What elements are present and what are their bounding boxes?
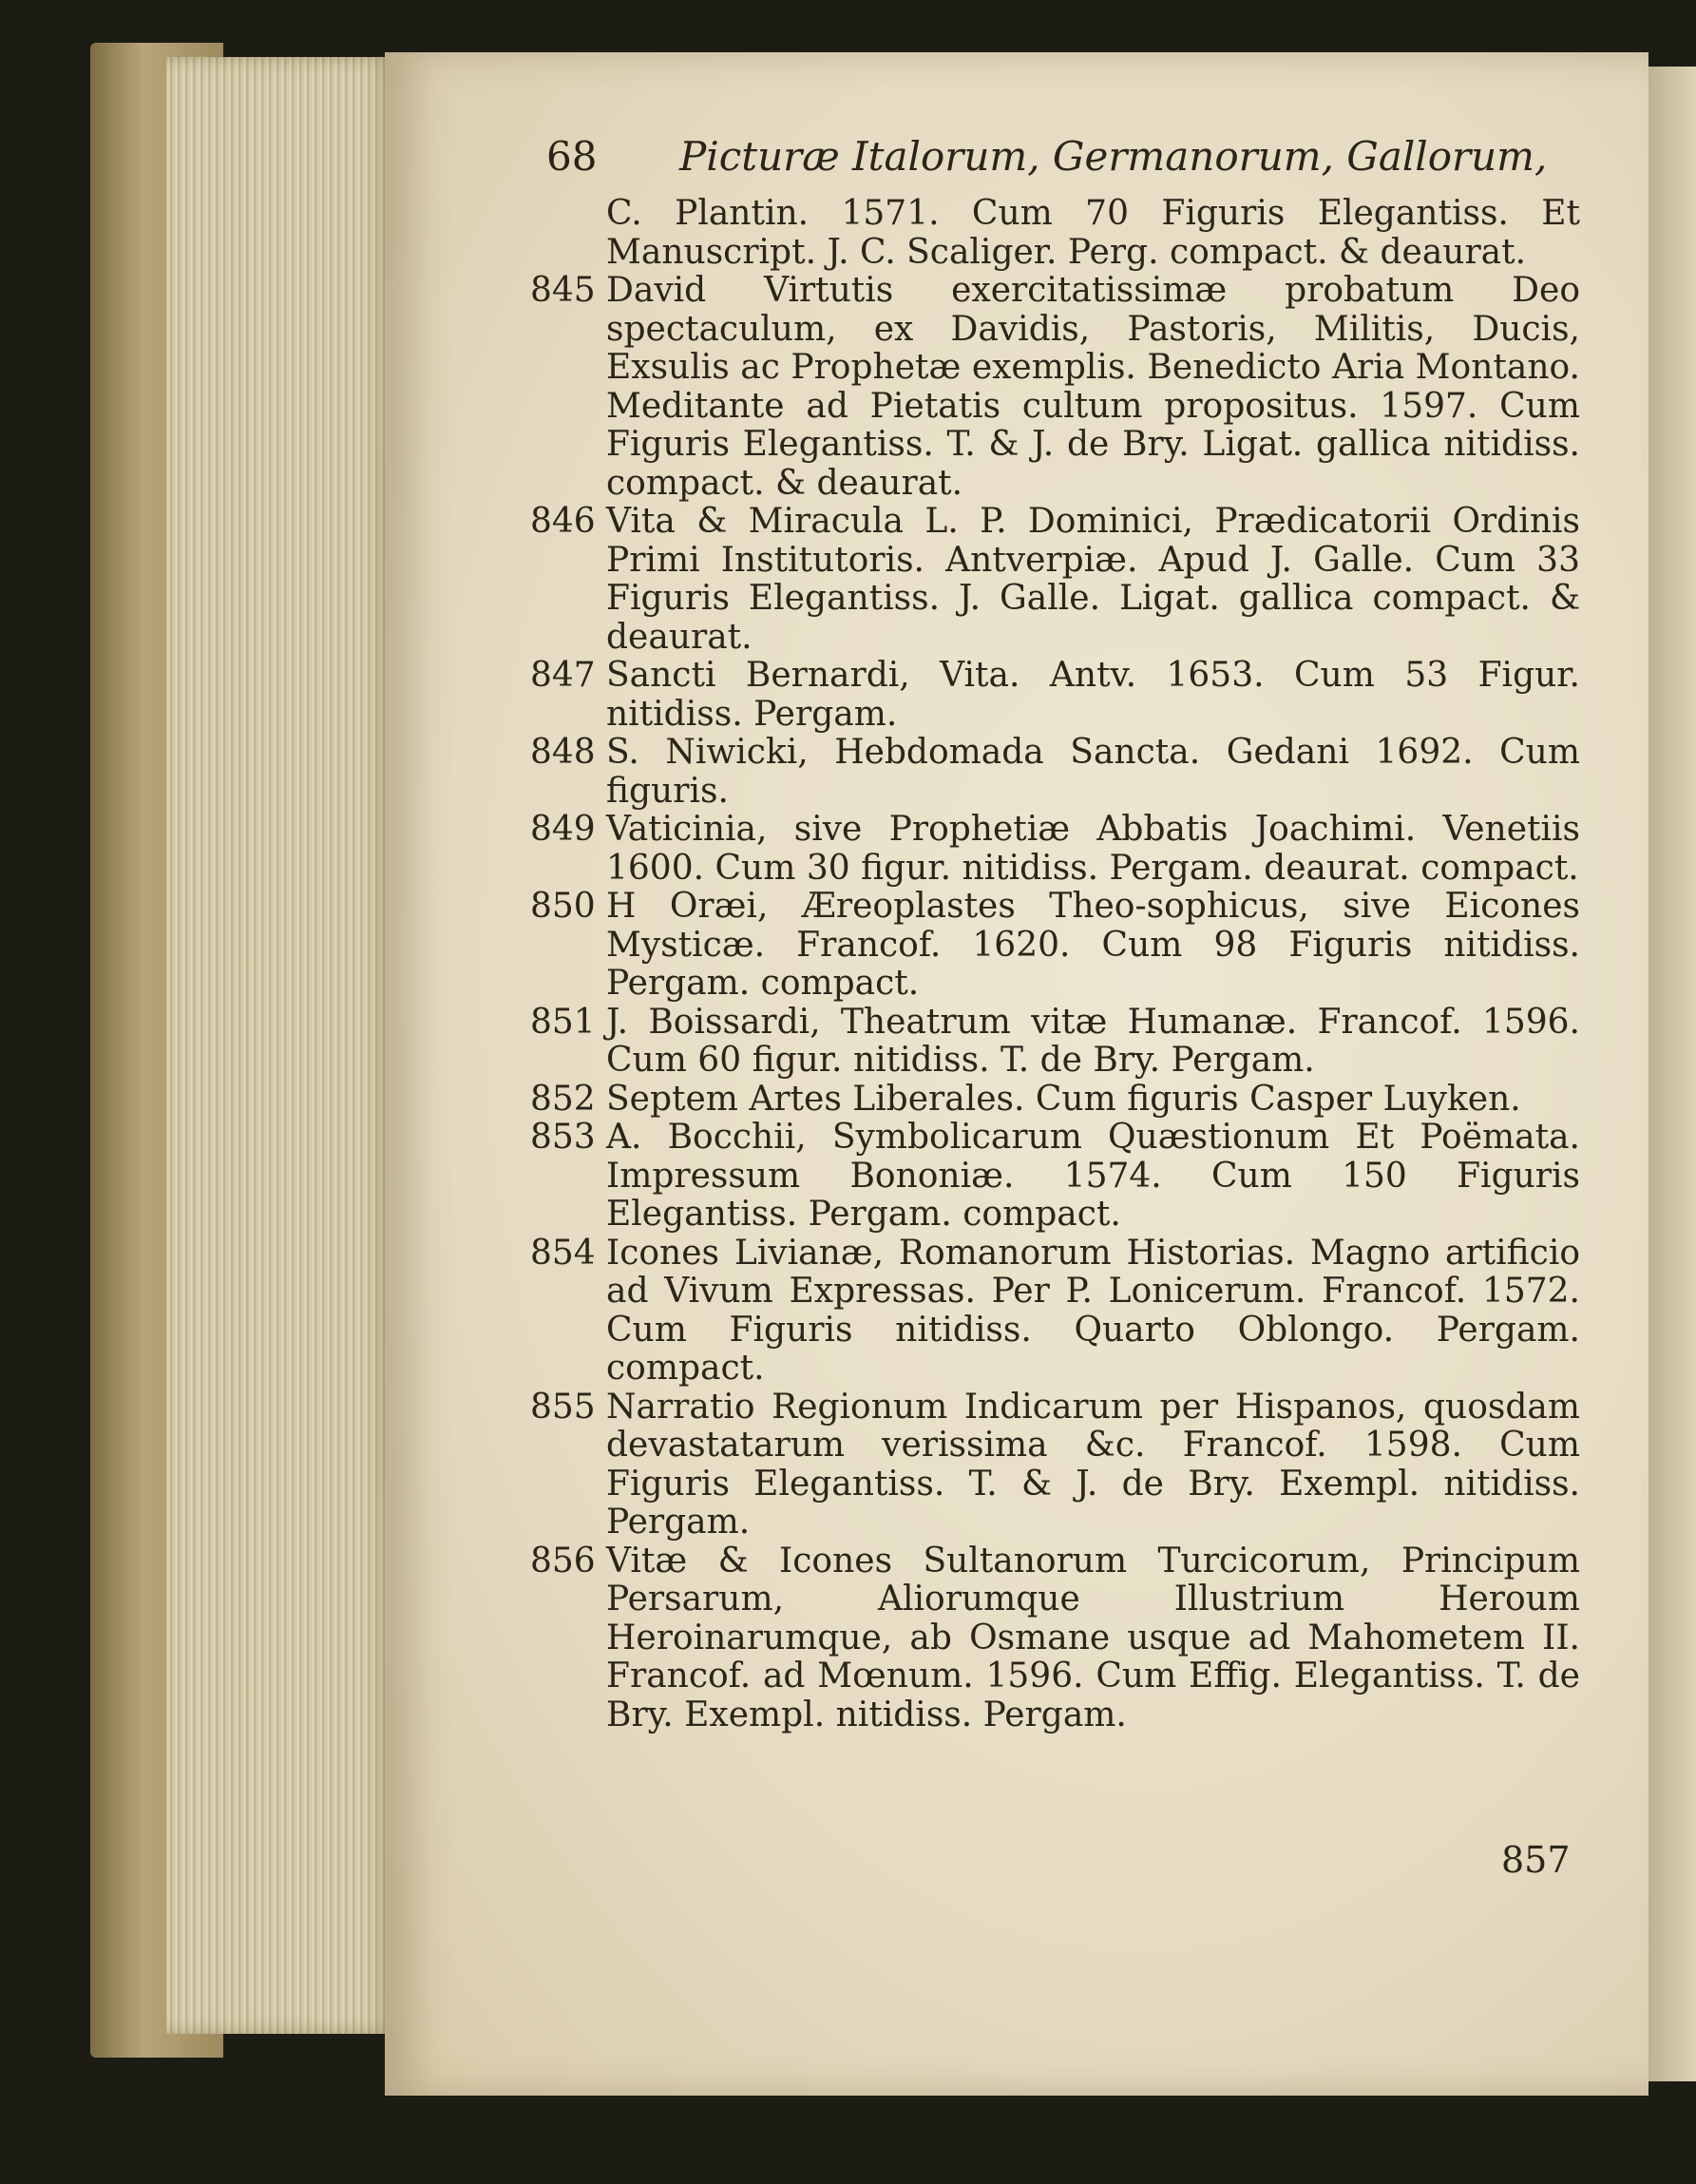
entry-number: 852	[530, 1079, 596, 1119]
entry-number: 846	[530, 502, 596, 541]
entry-list	[530, 271, 1580, 1734]
running-title: Picturæ Italorum, Germanorum, Gallorum,	[679, 133, 1548, 180]
catalog-entry	[530, 733, 1580, 811]
entry-text: David Virtutis exercitatissimæ probatum Deo spectaculum, ex Davidis, Pastoris, Militis, Ducis, Exsulis ac Prophetæ exemplis. Benedicto Aria Montano. Meditante ad Pietatis cultum propositus. 1597. Cum Figuris Elegantiss. T. & J. de Bry. Ligat. gallica nitidiss. compact. & deaurat.	[606, 271, 1580, 503]
page-header	[546, 133, 1572, 190]
catalog-text	[530, 194, 1580, 1734]
entry-text: S. Niwicki, Hebdomada Sancta. Gedani 1692. Cum figuris.	[606, 733, 1580, 811]
catchword: 857	[1501, 1839, 1571, 1881]
catalog-entry	[530, 1233, 1580, 1389]
continuation-text: C. Plantin. 1571. Cum 70 Figuris Elegantiss. Et Manuscript. J. C. Scaliger. Perg. compact. & deaurat.	[606, 194, 1580, 272]
entry-number: 845	[530, 271, 596, 310]
catalog-entry	[530, 810, 1580, 888]
entry-text: H Oræi, Æreoplastes Theo-sophicus, sive Eicones Mysticæ. Francof. 1620. Cum 98 Figuris nitidiss. Pergam. compact.	[606, 887, 1580, 1003]
entry-number: 847	[530, 656, 596, 695]
page-number: 68	[546, 133, 598, 180]
entry-number: 848	[530, 733, 596, 772]
entry-text: Vaticinia, sive Prophetiæ Abbatis Joachimi. Venetiis 1600. Cum 30 figur. nitidiss. Pergam. deaurat. compact.	[606, 810, 1580, 888]
entry-text: Icones Livianæ, Romanorum Historias. Magno artificio ad Vivum Expressas. Per P. Lonicerum. Francof. 1572. Cum Figuris nitidiss. Quarto Oblongo. Pergam. compact.	[606, 1233, 1580, 1388]
entry-number: 850	[530, 887, 596, 926]
catalog-entry	[530, 1079, 1580, 1120]
entry-text: Narratio Regionum Indicarum per Hispanos, quosdam devastatarum verissima &c. Francof. 1598. Cum Figuris Elegantiss. T. & J. de Bry. Exempl. nitidiss. Pergam.	[606, 1387, 1580, 1542]
catalog-entry	[530, 1118, 1580, 1235]
entry-number: 856	[530, 1541, 596, 1581]
catalog-entry	[530, 271, 1580, 503]
catalog-entry	[530, 656, 1580, 734]
entry-number: 854	[530, 1233, 596, 1273]
entry-number: 853	[530, 1118, 596, 1157]
entry-text: Vitæ & Icones Sultanorum Turcicorum, Principum Persarum, Aliorumque Illustrium Heroum Heroinarumque, ab Osmane usque ad Mahometem II. Francof. ad Mœnum. 1596. Cum Effig. Elegantiss. T. de Bry. Exempl. nitidiss. Pergam.	[606, 1541, 1580, 1734]
catalog-entry	[530, 502, 1580, 657]
catalog-entry	[530, 1002, 1580, 1081]
catalog-entry	[530, 1541, 1580, 1735]
entry-text: Sancti Bernardi, Vita. Antv. 1653. Cum 53 Figur. nitidiss. Pergam.	[606, 656, 1580, 734]
entry-number: 855	[530, 1387, 596, 1427]
entry-text: A. Bocchii, Symbolicarum Quæstionum Et Poëmata. Impressum Bononiæ. 1574. Cum 150 Figuris Elegantiss. Pergam. compact.	[606, 1118, 1580, 1234]
entry-number: 849	[530, 810, 596, 849]
entry-text: J. Boissardi, Theatrum vitæ Humanæ. Francof. 1596. Cum 60 figur. nitidiss. T. de Bry. Pergam.	[606, 1002, 1580, 1080]
entry-text: Vita & Miracula L. P. Dominici, Prædicatorii Ordinis Primi Institutoris. Antverpiæ. Apud J. Galle. Cum 33 Figuris Elegantiss. J. Galle. Ligat. gallica compact. & deaurat.	[606, 502, 1580, 657]
page-stack-edges	[166, 57, 394, 2034]
entry-text: Septem Artes Liberales. Cum figuris Casper Luyken.	[606, 1079, 1521, 1119]
facing-page-edge	[1648, 67, 1696, 2081]
catalog-entry	[530, 887, 1580, 1004]
catalog-entry	[530, 1387, 1580, 1542]
entry-number: 851	[530, 1002, 596, 1042]
